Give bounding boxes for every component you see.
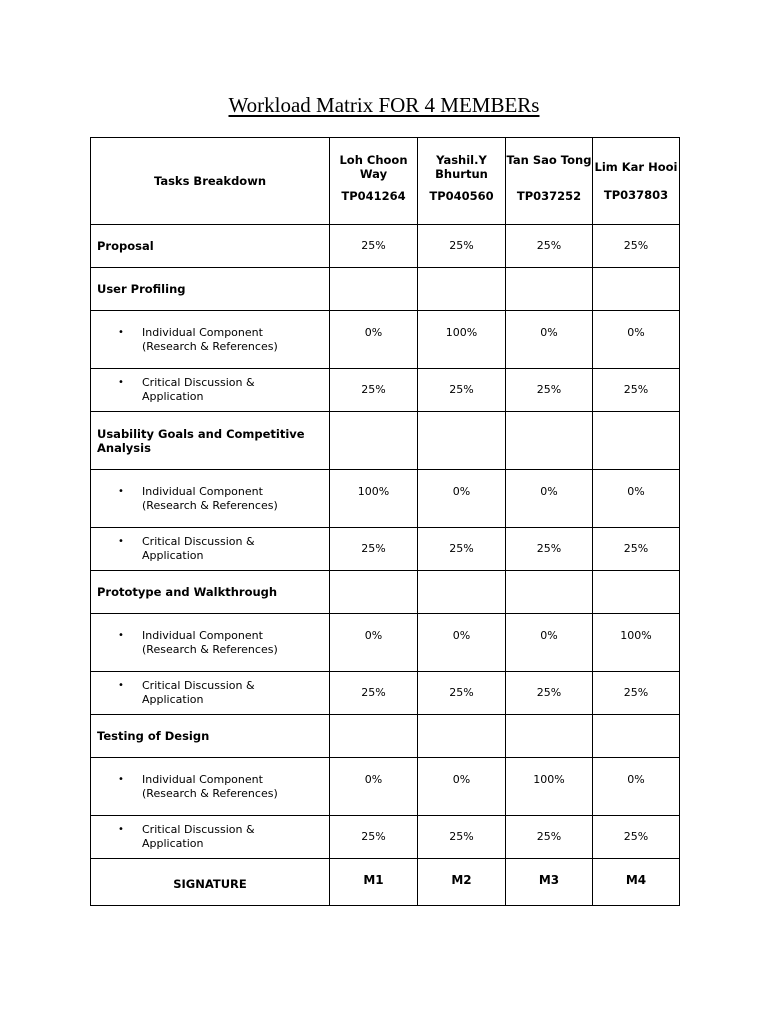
member-header-4 [593, 138, 680, 225]
workload-value-cell: 25% [506, 528, 593, 571]
workload-value-cell: 25% [506, 672, 593, 715]
signature-cell: M3 [506, 859, 593, 906]
section-row [91, 715, 680, 758]
workload-value-cell: 0% [418, 758, 506, 816]
workload-value-cell: 25% [418, 528, 506, 571]
bullet-icon: • [118, 774, 124, 785]
workload-value-cell: 0% [330, 614, 418, 672]
signature-label: SIGNATURE [91, 859, 330, 906]
subtask-label-cell [91, 311, 330, 369]
workload-value-cell [506, 571, 593, 614]
member-name: Tan Sao Tong [506, 153, 592, 167]
workload-value-cell [506, 715, 593, 758]
subtask-label: Individual Component (Research & References) [142, 773, 278, 800]
section-row [91, 571, 680, 614]
workload-value-cell: 0% [593, 470, 680, 528]
workload-value-cell: 25% [418, 672, 506, 715]
subtask-label-cell [91, 369, 330, 412]
workload-value-cell: 0% [506, 614, 593, 672]
workload-value-cell: 0% [418, 470, 506, 528]
workload-value-cell [593, 715, 680, 758]
workload-value-cell: 0% [506, 311, 593, 369]
bullet-icon: • [118, 327, 124, 338]
workload-value-cell: 25% [506, 225, 593, 268]
workload-value-cell: 25% [593, 816, 680, 859]
workload-value-cell [330, 715, 418, 758]
bullet-icon: • [118, 630, 124, 641]
subtask-row [91, 614, 680, 672]
workload-value-cell: 25% [330, 225, 418, 268]
subtask-row [91, 528, 680, 571]
tasks-breakdown-header: Tasks Breakdown [91, 138, 330, 225]
subtask-label-cell [91, 758, 330, 816]
signature-cell: M1 [330, 859, 418, 906]
workload-value-cell: 25% [330, 816, 418, 859]
member-id: TP040560 [429, 189, 494, 203]
member-header-1 [330, 138, 418, 225]
document-title: Workload Matrix FOR 4 MEMBERs [228, 93, 540, 117]
workload-value-cell: 100% [418, 311, 506, 369]
subtask-label-cell [91, 470, 330, 528]
subtask-label: Individual Component (Research & References) [142, 629, 278, 656]
workload-value-cell: 25% [593, 225, 680, 268]
subtask-row [91, 758, 680, 816]
workload-value-cell: 0% [330, 311, 418, 369]
workload-value-cell: 100% [506, 758, 593, 816]
section-label: Testing of Design [91, 715, 330, 758]
workload-value-cell: 25% [506, 369, 593, 412]
workload-value-cell: 25% [330, 672, 418, 715]
workload-value-cell: 25% [418, 225, 506, 268]
subtask-label: Critical Discussion & Application [142, 376, 255, 403]
member-id: TP037803 [603, 188, 669, 202]
workload-value-cell: 0% [593, 311, 680, 369]
workload-value-cell: 25% [330, 528, 418, 571]
subtask-label-cell [91, 614, 330, 672]
workload-value-cell [593, 412, 680, 470]
workload-value-cell [330, 268, 418, 311]
workload-value-cell: 25% [418, 816, 506, 859]
workload-value-cell: 100% [330, 470, 418, 528]
bullet-icon: • [118, 824, 124, 835]
workload-value-cell: 0% [506, 470, 593, 528]
subtask-label: Critical Discussion & Application [142, 823, 255, 850]
workload-value-cell [330, 412, 418, 470]
workload-matrix-table [90, 137, 680, 906]
member-name: Loh Choon Way [339, 153, 408, 181]
subtask-label: Individual Component (Research & References) [142, 485, 278, 512]
section-label: Proposal [91, 225, 330, 268]
subtask-label: Individual Component (Research & References) [142, 326, 278, 353]
workload-value-cell [330, 571, 418, 614]
member-name: Yashil.Y Bhurtun [435, 153, 488, 181]
workload-value-cell [418, 268, 506, 311]
bullet-icon: • [118, 377, 124, 388]
subtask-label-cell [91, 528, 330, 571]
section-label: User Profiling [91, 268, 330, 311]
workload-value-cell: 0% [330, 758, 418, 816]
section-label: Prototype and Walkthrough [91, 571, 330, 614]
workload-value-cell: 100% [593, 614, 680, 672]
member-header-2 [418, 138, 506, 225]
header-row [91, 138, 680, 225]
member-id: TP037252 [516, 189, 582, 203]
subtask-label: Critical Discussion & Application [142, 535, 255, 562]
workload-value-cell [418, 412, 506, 470]
subtask-row [91, 311, 680, 369]
bullet-icon: • [118, 536, 124, 547]
workload-value-cell [593, 571, 680, 614]
workload-value-cell: 0% [418, 614, 506, 672]
subtask-row [91, 470, 680, 528]
section-row [91, 268, 680, 311]
workload-value-cell: 25% [506, 816, 593, 859]
subtask-row [91, 369, 680, 412]
member-id: TP041264 [341, 189, 406, 203]
workload-value-cell: 0% [593, 758, 680, 816]
member-name: Lim Kar Hooi [594, 160, 678, 174]
workload-value-cell: 25% [418, 369, 506, 412]
signature-row [91, 859, 680, 906]
workload-value-cell: 25% [593, 528, 680, 571]
signature-cell: M2 [418, 859, 506, 906]
subtask-row [91, 672, 680, 715]
workload-value-cell [506, 268, 593, 311]
section-row [91, 225, 680, 268]
bullet-icon: • [118, 486, 124, 497]
workload-value-cell [418, 571, 506, 614]
member-header-3 [506, 138, 593, 225]
subtask-row [91, 816, 680, 859]
workload-value-cell [418, 715, 506, 758]
section-row [91, 412, 680, 470]
subtask-label-cell [91, 672, 330, 715]
section-label: Usability Goals and Competitive Analysis [91, 412, 330, 470]
workload-value-cell: 25% [330, 369, 418, 412]
subtask-label-cell [91, 816, 330, 859]
workload-value-cell: 25% [593, 672, 680, 715]
workload-value-cell: 25% [593, 369, 680, 412]
signature-cell: M4 [593, 859, 680, 906]
subtask-label: Critical Discussion & Application [142, 679, 255, 706]
bullet-icon: • [118, 680, 124, 691]
workload-value-cell [506, 412, 593, 470]
workload-value-cell [593, 268, 680, 311]
